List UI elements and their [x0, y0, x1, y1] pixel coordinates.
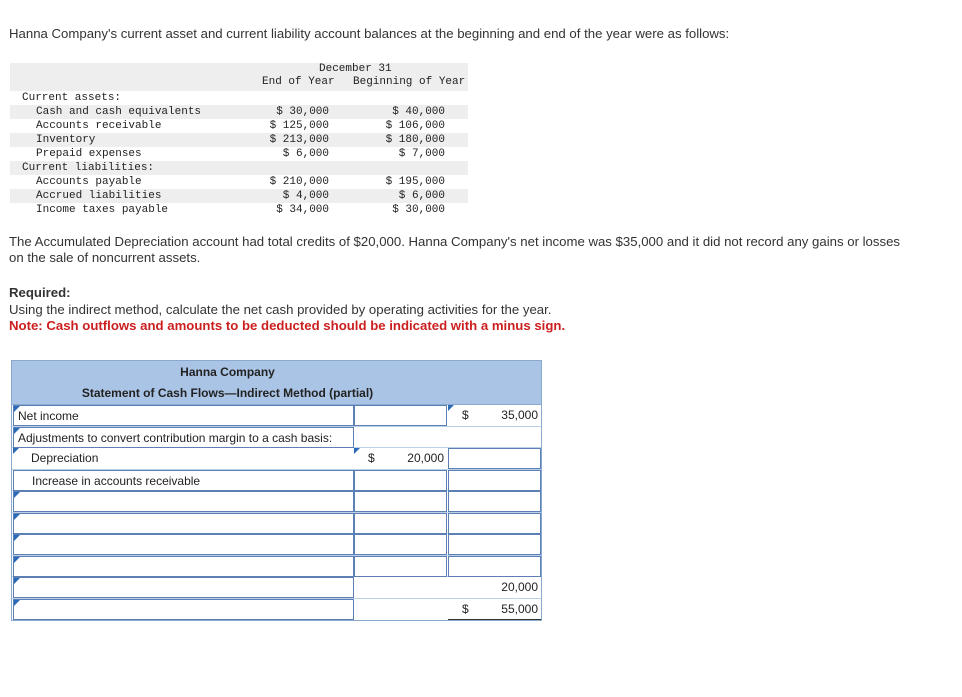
- balances-col-end: End of Year: [262, 76, 335, 88]
- depreciation-amount[interactable]: [354, 448, 447, 469]
- right-amount-input[interactable]: [448, 470, 541, 491]
- label-dropdown[interactable]: [13, 534, 354, 555]
- ar-increase-label[interactable]: Increase in accounts receivable: [13, 470, 354, 491]
- right-amount-input[interactable]: [448, 556, 541, 577]
- balance-row: [10, 161, 468, 175]
- net-income-amount[interactable]: [448, 405, 541, 426]
- blank-cell: [354, 577, 447, 598]
- balance-begin: $ 6,000: [398, 190, 445, 202]
- balance-label: Income taxes payable: [36, 204, 169, 216]
- balance-label: Accounts payable: [36, 176, 142, 188]
- balance-begin: $ 7,000: [398, 148, 445, 160]
- balance-row: [10, 91, 468, 105]
- balance-end: $ 125,000: [269, 120, 329, 132]
- balances-date-header: December 31: [319, 63, 392, 75]
- balance-row: [10, 133, 468, 147]
- amount-value: 55,000: [501, 601, 538, 616]
- mid-amount-input[interactable]: [354, 491, 447, 512]
- balance-row: [10, 189, 468, 203]
- dollar-sign: $: [462, 408, 469, 422]
- blank-cell: [448, 427, 541, 448]
- amount-value: 35,000: [501, 408, 538, 422]
- blank-cell: [354, 599, 447, 620]
- right-amount-input[interactable]: [448, 491, 541, 512]
- label-dropdown[interactable]: [13, 556, 354, 577]
- net-cash-operating-amount[interactable]: [448, 599, 541, 620]
- statement-row: [12, 513, 541, 535]
- balance-label: Current assets:: [22, 92, 122, 104]
- statement-row: [12, 556, 541, 578]
- balance-row: [10, 147, 468, 161]
- blank-cell: [354, 427, 447, 448]
- statement-title: Statement of Cash Flows—Indirect Method (partial): [81, 386, 374, 400]
- statement-header: [12, 361, 541, 405]
- balance-label: Accounts receivable: [36, 120, 162, 132]
- statement-row: [12, 491, 541, 513]
- balance-begin: $ 180,000: [385, 134, 445, 146]
- statement-row: [12, 405, 541, 427]
- required-text: Using the indirect method, calculate the net cash provided by operating activities for the year.: [9, 302, 552, 317]
- dollar-sign: $: [462, 601, 469, 616]
- balance-begin: $ 40,000: [392, 106, 445, 118]
- statement-company: Hanna Company: [180, 365, 275, 379]
- statement-row: [12, 577, 541, 599]
- statement-row: [12, 470, 541, 492]
- right-amount-input[interactable]: [448, 534, 541, 555]
- mid-amount-input[interactable]: [354, 470, 447, 491]
- depreciation-paragraph: The Accumulated Depreciation account had total credits of $20,000. Hanna Company's net income was $35,000 and it did not record any gains or losses on the sale of noncurrent assets.: [9, 234, 901, 265]
- intro-text: Hanna Company's current asset and current liability account balances at the beginning and end of the year were as follows:: [9, 26, 730, 41]
- balance-label: Prepaid expenses: [36, 148, 142, 160]
- cash-flow-statement: [11, 360, 542, 621]
- balances-table: [10, 91, 468, 217]
- label-dropdown[interactable]: [13, 599, 354, 620]
- net-income-label[interactable]: Net income: [13, 405, 354, 426]
- net-income-mid-input[interactable]: [354, 405, 447, 426]
- right-amount-input[interactable]: [448, 448, 541, 469]
- balance-label: Current liabilities:: [22, 162, 155, 174]
- amount-value: 20,000: [407, 451, 444, 465]
- balance-label: Cash and cash equivalents: [36, 106, 202, 118]
- statement-row: [12, 448, 541, 470]
- balance-row: [10, 203, 468, 217]
- balance-end: $ 210,000: [269, 176, 329, 188]
- balance-end: $ 30,000: [276, 106, 329, 118]
- dollar-sign: $: [368, 451, 375, 465]
- balance-row: [10, 175, 468, 189]
- balance-label: Accrued liabilities: [36, 190, 162, 202]
- mid-amount-input[interactable]: [354, 513, 447, 534]
- label-dropdown[interactable]: [13, 491, 354, 512]
- label-dropdown[interactable]: [13, 577, 354, 598]
- statement-row: [12, 427, 541, 449]
- note-text: Note: Cash outflows and amounts to be deducted should be indicated with a minus sign.: [9, 318, 566, 333]
- required-heading: Required:: [9, 285, 71, 300]
- balance-label: Inventory: [36, 134, 96, 146]
- adjustments-heading[interactable]: Adjustments to convert contribution margin to a cash basis:: [13, 427, 354, 448]
- depreciation-label[interactable]: Depreciation: [13, 448, 354, 469]
- balance-end: $ 34,000: [276, 204, 329, 216]
- label-dropdown[interactable]: [13, 513, 354, 534]
- balances-col-begin: Beginning of Year: [353, 76, 466, 88]
- balance-begin: $ 195,000: [385, 176, 445, 188]
- balance-begin: $ 106,000: [385, 120, 445, 132]
- mid-amount-input[interactable]: [354, 556, 447, 577]
- balance-row: [10, 105, 468, 119]
- balance-begin: $ 30,000: [392, 204, 445, 216]
- balance-end: $ 213,000: [269, 134, 329, 146]
- balance-end: $ 4,000: [282, 190, 329, 202]
- amount-value: 20,000: [501, 580, 538, 594]
- balance-end: $ 6,000: [282, 148, 329, 160]
- mid-amount-input[interactable]: [354, 534, 447, 555]
- statement-row: [12, 534, 541, 556]
- statement-row: [12, 599, 541, 621]
- right-amount-input[interactable]: [448, 513, 541, 534]
- total-adjustments-amount[interactable]: [448, 577, 541, 598]
- balance-row: [10, 119, 468, 133]
